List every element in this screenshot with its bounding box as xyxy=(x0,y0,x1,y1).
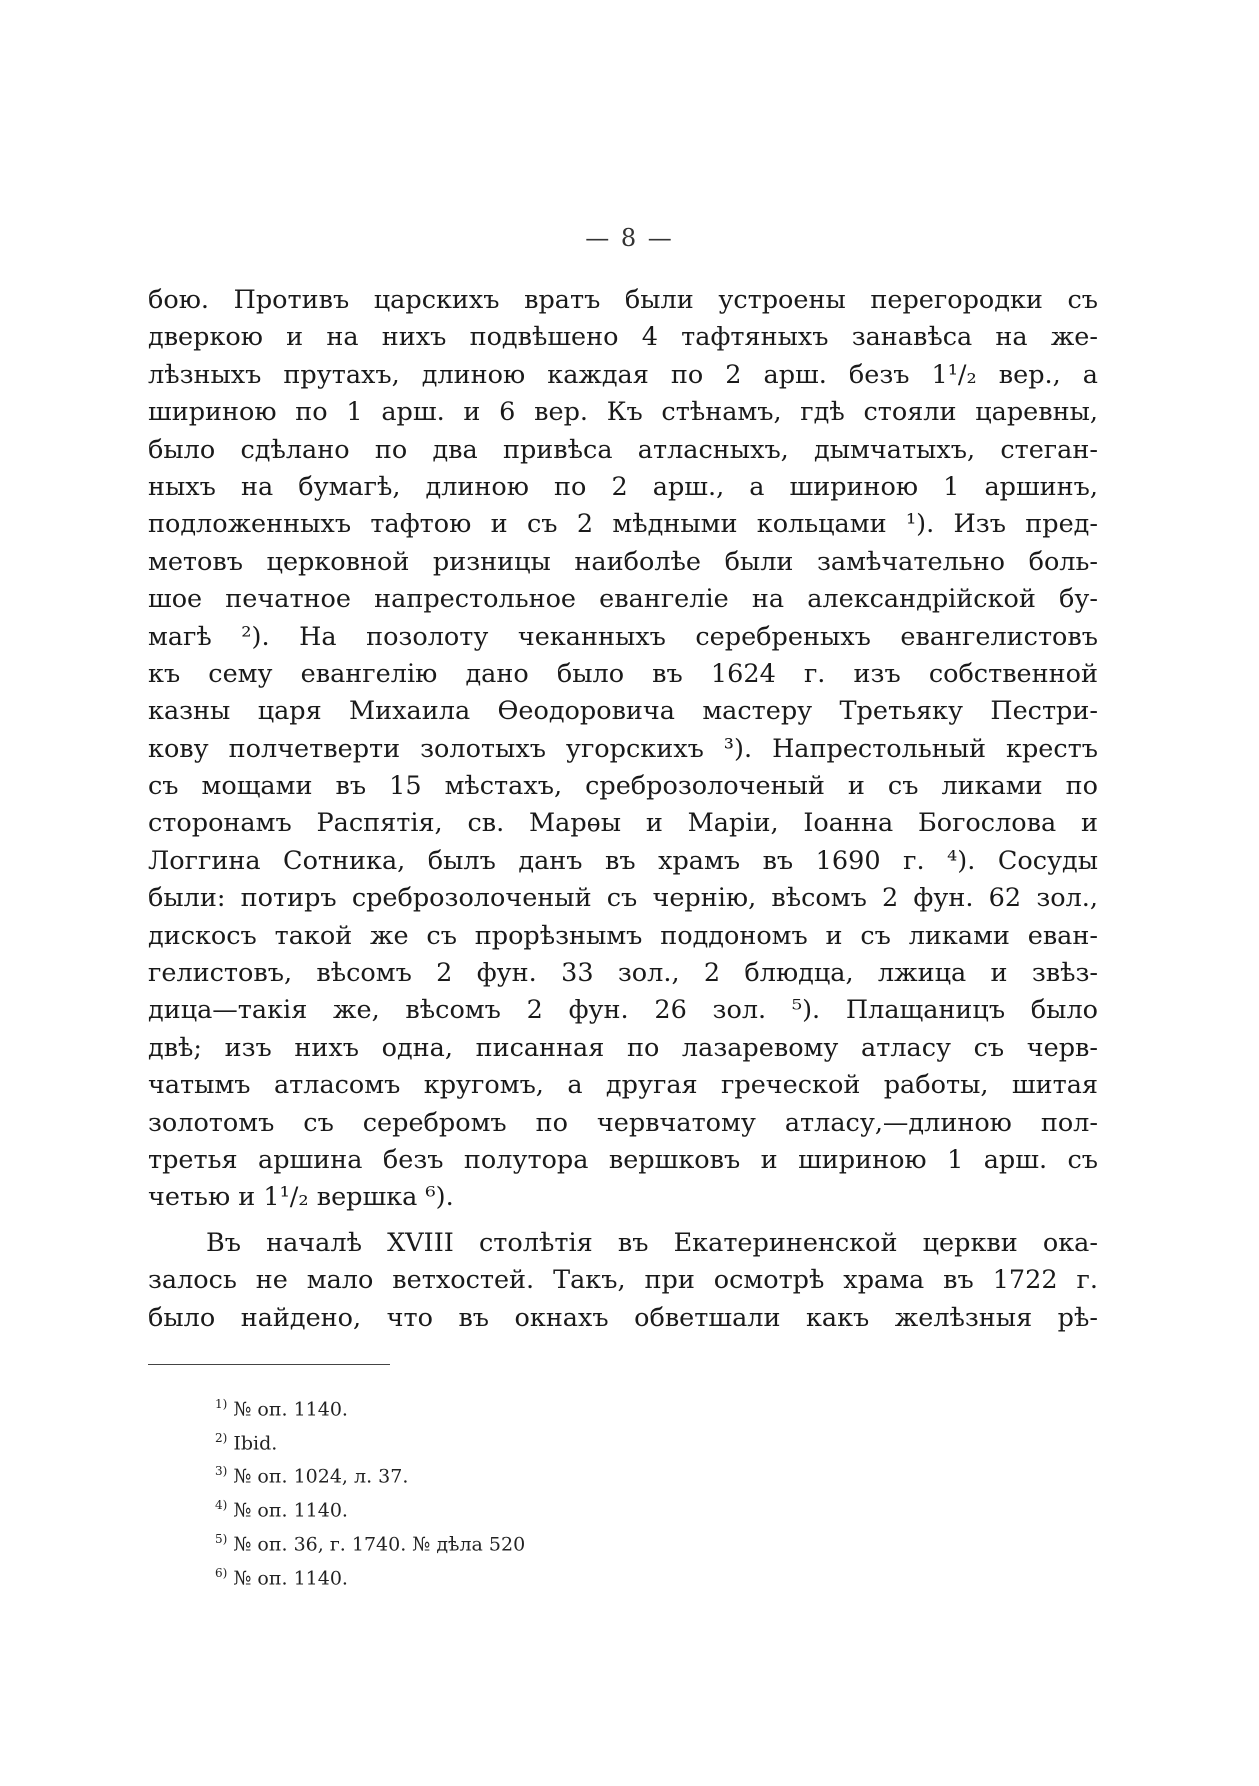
text-line: двѣ; изъ нихъ одна, писанная по лазаревому атласу съ черв- xyxy=(148,1032,1098,1063)
text-line: сторонамъ Распятія, св. Марѳы и Маріи, Іоанна Богослова и xyxy=(148,808,1098,839)
text-line: было сдѣлано по два привѣса атласныхъ, дымчатыхъ, стеган- xyxy=(148,434,1098,465)
footnote-item xyxy=(215,1559,525,1593)
text-line: шириною по 1 арш. и 6 вер. Къ стѣнамъ, гдѣ стояли царевны, xyxy=(148,397,1098,428)
text-line: лѣзныхъ прутахъ, длиною каждая по 2 арш. безъ 1¹/₂ вер., а xyxy=(148,359,1098,390)
text-line: золотомъ съ серебромъ по червчатому атласу,—длиною пол- xyxy=(148,1107,1098,1138)
footnote-mark: 1) xyxy=(215,1397,228,1411)
text-line: къ сему евангелію дано было въ 1624 г. изъ собственной xyxy=(148,658,1098,689)
footnote-mark: 4) xyxy=(215,1498,228,1513)
paragraph-gap xyxy=(148,1217,1098,1225)
footnote-item xyxy=(215,1424,525,1458)
text-line: шое печатное напрестольное евангеліе на александрійской бу- xyxy=(148,584,1098,615)
text-line: подложенныхъ тафтою и съ 2 мѣдными кольцами ¹). Изъ пред- xyxy=(148,509,1098,540)
text-line: магѣ ²). На позолоту чеканныхъ серебреныхъ евангелистовъ xyxy=(148,621,1098,652)
footnote-text: № оп. 36, г. 1740. № дѣла 520 xyxy=(233,1533,526,1556)
footnote-item xyxy=(215,1457,525,1491)
footnote-item xyxy=(215,1525,525,1559)
text-line: третья аршина безъ полутора вершковъ и шириною 1 арш. съ xyxy=(148,1144,1098,1175)
footnotes xyxy=(215,1390,525,1592)
footnote-text: № оп. 1140. xyxy=(233,1398,348,1421)
text-line: было найдено, что въ окнахъ обветшали какъ желѣзныя рѣ- xyxy=(148,1302,1098,1333)
text-line: залось не мало ветхостей. Такъ, при осмотрѣ храма въ 1722 г. xyxy=(148,1265,1098,1296)
body-text xyxy=(148,282,1098,1337)
text-line: четью и 1¹/₂ вершка ⁶). xyxy=(148,1182,454,1213)
text-line: гелистовъ, вѣсомъ 2 фун. 33 зол., 2 блюдца, лжица и звѣз- xyxy=(148,958,1098,989)
footnote-mark: 3) xyxy=(215,1464,228,1479)
footnote-item xyxy=(215,1491,525,1525)
text-line: метовъ церковной ризницы наиболѣе были замѣчательно боль- xyxy=(148,546,1098,577)
footnote-divider xyxy=(148,1364,390,1365)
footnote-item xyxy=(215,1390,525,1424)
footnote-mark: 6) xyxy=(215,1565,228,1580)
text-line: кову полчетверти золотыхъ угорскихъ ³). Напрестольный крестъ xyxy=(148,733,1098,764)
footnote-mark: 2) xyxy=(215,1430,228,1445)
footnote-text: № оп. 1024, л. 37. xyxy=(233,1465,409,1488)
footnote-mark: 5) xyxy=(215,1531,228,1546)
text-line: казны царя Михаила Ѳеодоровича мастеру Третьяку Пестри- xyxy=(148,696,1098,727)
text-line: были: потиръ среброзолоченый съ чернію, вѣсомъ 2 фун. 62 зол., xyxy=(148,883,1098,914)
text-line: съ мощами въ 15 мѣстахъ, среброзолоченый и съ ликами по xyxy=(148,771,1098,802)
footnote-text: № оп. 1140. xyxy=(233,1499,348,1522)
text-line: бою. Противъ царскихъ вратъ были устроены перегородки съ xyxy=(148,285,1098,315)
text-line: ныхъ на бумагѣ, длиною по 2 арш., а шириною 1 аршинъ, xyxy=(148,471,1098,502)
text-line: Логгина Сотника, былъ данъ въ храмъ въ 1690 г. ⁴). Сосуды xyxy=(148,845,1098,876)
text-line: дискосъ такой же съ прорѣзнымъ поддономъ и съ ликами еван- xyxy=(148,920,1098,951)
footnote-text: № оп. 1140. xyxy=(233,1567,348,1589)
text-line: дица—такія же, вѣсомъ 2 фун. 26 зол. ⁵). Плащаницъ было xyxy=(148,995,1098,1026)
page-number: — 8 — xyxy=(585,224,674,252)
footnote-text: Ibid. xyxy=(233,1432,278,1455)
text-line: дверкою и на нихъ подвѣшено 4 тафтяныхъ занавѣса на же- xyxy=(148,322,1098,353)
text-line: Въ началѣ XVIII столѣтія въ Екатериненской церкви ока- xyxy=(206,1227,1098,1258)
text-line: чатымъ атласомъ кругомъ, а другая греческой работы, шитая xyxy=(148,1070,1098,1101)
